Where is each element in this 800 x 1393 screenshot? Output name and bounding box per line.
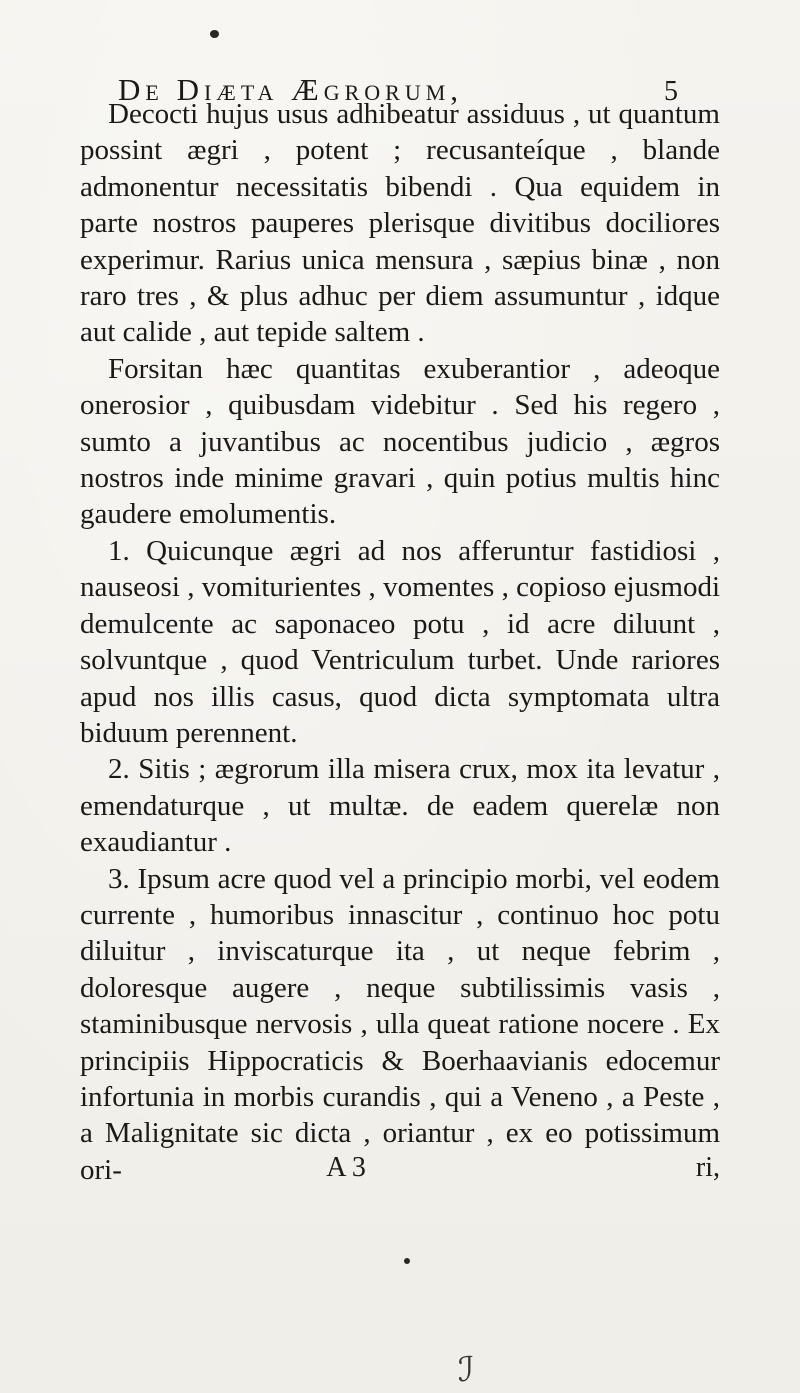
paragraph-forsitan: Forsitan hæc quantitas exuberantior , adeoque onerosior , quibusdam videbitur . Sed his regero , sumto a juvantibus ac nocentibus judicio , ægros nostros inde minime gravari , quin potius multis hinc gaudere emolumentis. [80, 352, 720, 531]
paragraph-item-1: 1. Quicunque ægri ad nos afferuntur fastidiosi , nauseosi , vomiturientes , vomentes , copioso ejusmodi demulcente ac saponaceo potu , id acre diluunt , solvuntque , quod Ventriculum turbet. Unde rariores apud nos illis casus, quod dicta symptomata ultra biduum perennent. [80, 534, 720, 749]
running-title: De Diæta Ægrorum, [118, 72, 464, 107]
corner-ink-mark: ℐ [458, 1350, 474, 1390]
page-footer [80, 1150, 720, 1186]
signature-mark: A 3 [326, 1152, 366, 1183]
ink-speck [404, 1258, 410, 1264]
page-number: 5 [664, 76, 678, 107]
ink-speck [210, 30, 219, 38]
paragraph-decocti: Decocti hujus usus adhibeatur assiduus , ut quantum possint ægri , potent ; recusanteíque , blande admonentur necessitatis bibendi . Qua equidem in parte nostros pauperes plerisque divitibus dociliores experimur. Rarius unica mensura , sæpius binæ , non raro tres , & plus adhuc per diem assumuntur , idque aut calide , aut tepide saltem . [80, 98, 720, 349]
body-text [80, 96, 720, 1188]
paragraph-item-2: 2. Sitis ; ægrorum illa misera crux, mox ita levatur , emendaturque , ut multæ. de eadem querelæ non exaudiantur . [80, 753, 720, 859]
paragraph-item-3: 3. Ipsum acre quod vel a principio morbi, vel eodem currente , humoribus innascitur , continuo hoc potu diluitur , inviscaturque ita , ut neque febrim , doloresque augere , neque subtilissimis vasis , staminibusque nervosis , ulla queat ratione nocere . Ex principiis Hippocraticis & Boerhaavianis edocemur infortunia in morbis curandis , qui a Veneno , a Peste , a Malignitate sic dicta , oriantur , ex eo potissimum ori- [80, 862, 720, 1186]
catchword: ri, [695, 1152, 720, 1183]
